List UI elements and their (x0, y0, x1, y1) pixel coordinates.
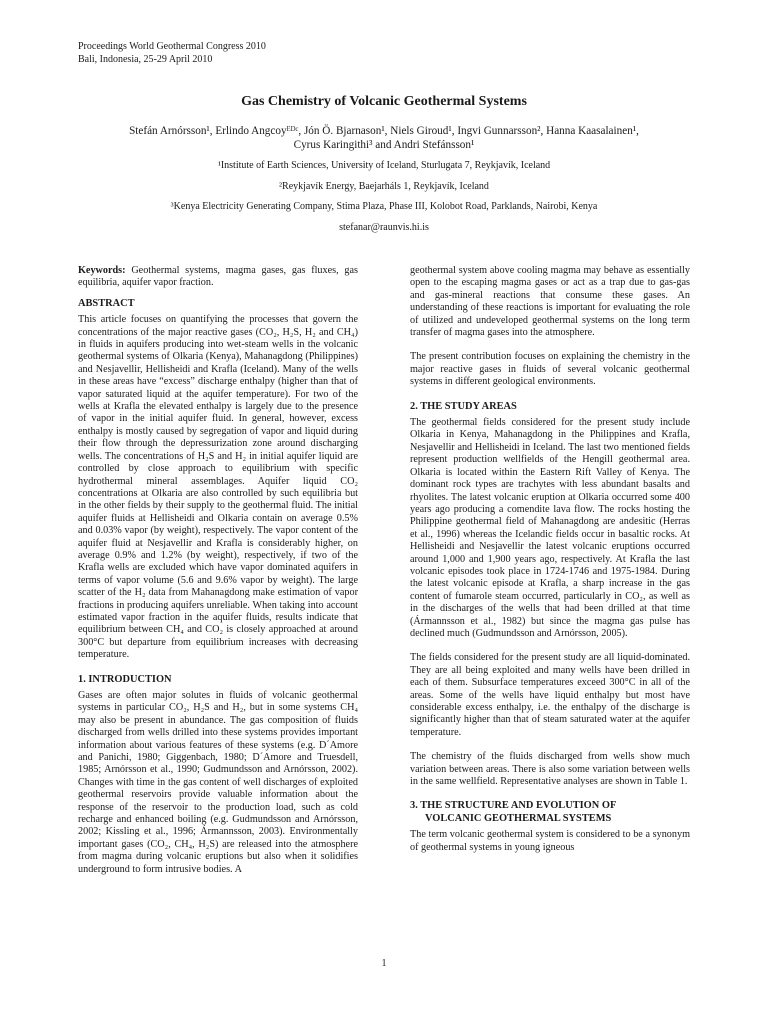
fields-paragraph: The fields considered for the present study are all liquid-dominated. They are all being exploited and many wells have been drilled in each of them. Subsurface temperatures exceed 300°C in all of the areas. Some of the wells have liquid enthalpy but most have considerable excess enthalpy, i.e. the enthalpy of the discharge is significantly higher than that of steam saturated water at the aquifer temperature. (410, 652, 690, 738)
structure-heading-line-1: 3. THE STRUCTURE AND EVOLUTION OF (410, 800, 617, 812)
study-areas-paragraph: The geothermal fields considered for the present study include Olkaria in Kenya, Mahanagdong in the Philippines and Krafla, Nesjavellir and Hellisheidi in Iceland. The last two mentioned fields represent production wellfields of the Hengill geothermal area. Olkaria is located within the Eastern Rift Valley of Kenya. The dominant rock types are trachytes with less abundant basalts and rhyolites. The latest volcanic eruption at Olkaria occurred some 400 years ago producing a comendite lava flow. The rocks hosting the Philippine geothermal field of Mahanagdong are andesitic (Herras et al., 1996) whereas the Icelandic fields occur in basaltic rocks. At Hellisheidi and Nesjavellir the latest volcanic eruptions occurred around 1,000 and 1,900 years ago, respectively. At Krafla the last volcanic episodes took place in 1724-1746 and 1975-1984. During the latest volcanic episode at Krafla, a sharp increase in the gas content of fumarole steam occurred, particularly in CO₂, as well as in the discharges of the wells that had been drilled at that time (Ármannsson et al., 1982) but since the magma gas pulse has declined much (Gudmundsson and Arnórsson, 2005). (410, 417, 690, 639)
structure-heading-line-2: VOLCANIC GEOTHERMAL SYSTEMS (425, 812, 612, 824)
introduction-text: Gases are often major solutes in fluids of volcanic geothermal systems in particular CO₂, H₂S and H₂, but in some systems CH₄ may also be present in abundance. The gas composition of fluids discharged from wells drilled into these systems provides important information about various features of these systems (e.g. D´Amore and Panichi, 1980; Giggenbach, 1980; D´Amore and Truesdell, 1985; Arnórsson et al., 1990; Gudmundsson and Arnórsson, 2002). Changes with time in the gas content of well discharges of exploited geothermal reservoirs provide valuable information about the response of the reservoir to the production load, such as cold recharge and enhanced boiling (e.g. Gudmundsson and Arnórsson, 2002; Kissling et al., 1996; Ármannsson, 2003). Environmentally important gases (CO₂, CH₄, H₂S) are released into the atmosphere from magma during volcanic eruptions but also when it solidifies underground to form intrusive bodies. A (78, 690, 358, 875)
left-column (78, 265, 358, 888)
proceedings-location-date: Bali, Indonesia, 25-29 April 2010 (78, 54, 213, 65)
affiliation-1: ¹Institute of Earth Sciences, University of Iceland, Sturlugata 7, Reykjavík, Iceland (217, 160, 551, 171)
structure-paragraph: The term volcanic geothermal system is considered to be a synonym of geothermal systems in young igneous (410, 829, 690, 853)
intro-continuation-paragraph: geothermal system above cooling magma may behave as essentially open to the escaping magma gases or act as a trap due to gas-gas and gas-mineral reactions that consume these gases. An understanding of these reactions is important for evaluating the role of utilized and undeveloped geothermal systems on the long term transfer of magma gases into the atmosphere. (410, 265, 690, 339)
page-number: 1 (381, 958, 387, 969)
introduction-heading: 1. INTRODUCTION (78, 673, 172, 685)
author-list (100, 124, 668, 152)
keywords-text: Geothermal systems, magma gases, gas fluxes, gas equilibria, aquifer vapor fraction. (78, 265, 358, 289)
contact-email[interactable]: stefanar@raunvis.hi.is (339, 222, 429, 233)
chemistry-paragraph: The chemistry of the fluids discharged from wells show much variation between areas. There is also some variation between wells in the same wellfield. Representative analyses are shown in Table 1. (410, 751, 690, 788)
proceedings-header (78, 40, 266, 66)
abstract-heading: ABSTRACT (78, 297, 135, 309)
author-line-1: Stefán Arnórsson¹, Erlindo Angcoyᴱᴰᶜ, Jón Ö. Bjarnason¹, Niels Giroud¹, Ingvi Gunnarsson², Hanna Kaasalainen¹, (129, 125, 639, 137)
abstract-text: This article focuses on quantifying the processes that govern the concentrations of the major reactive gases (CO₂, H₂S, H₂ and CH₄) in fluids in aquifers producing into wet-steam wells in the volcanic geothermal systems of Olkaria (Kenya), Mahanagdong (Philippines) and Nesjavellir, Hellisheidi and Krafla (Iceland). Many of the wells in these areas have “excess” discharge enthalpy (higher than that of vapor saturated liquid at the aquifer temperature). For two of the wells at Krafla the elevated enthalpy is largely due to the presence of vapor in the initial aquifer fluid. In general, however, excess enthalpy is mostly caused by segregation of vapor and liquid during their flow through the depressurization zone around discharging wells. The concentrations of H₂S and H₂ in initial aquifer liquid are controlled by close approach to equilibrium with specific hydrothermal mineral assemblages. Aquifer liquid CO₂ concentrations at Olkaria are also controlled by such equilibria but in the other fields by their supply to the geothermal fluid. The initial aquifer fluids at Hellisheidi and Olkaria contain on average 0.5% and 0.03% vapor (by weight), respectively. The vapor content of the aquifer fluid at Nesjavellir and Krafla is considerably higher, on average 0.9% and 1.2% (by weight), respectively, if two of the Krafla wells are excluded which have vapor dominated aquifers in terms of vapor volume (5.6 and 9.6% vapor by weight). The large scatter of the H₂ data from Mahanagdong make estimation of vapor fractions in producing aquifers unreliable. When taking into account estimated vapor fraction in the aquifer fluids, results indicate that equilibrium between CH₄ and CO₂ is closely approached at around 300°C but departure from equilibrium increases with decreasing temperature. (78, 314, 358, 661)
study-areas-heading: 2. THE STUDY AREAS (410, 400, 517, 412)
contribution-paragraph: The present contribution focuses on explaining the chemistry in the major reactive gases in fluids of several volcanic geothermal systems in different geological environments. (410, 351, 690, 388)
affiliation-3: ³Kenya Electricity Generating Company, Stima Plaza, Phase III, Kolobot Road, Parklands, Nairobi, Kenya (170, 201, 598, 212)
keywords-paragraph (78, 265, 358, 290)
author-line-2: Cyrus Karingithi³ and Andri Stefánsson¹ (293, 139, 475, 151)
affiliation-2: ²Reykjavík Energy, Baejarháls 1, Reykjavík, Iceland (279, 181, 489, 192)
right-column (410, 265, 690, 866)
paper-title: Gas Chemistry of Volcanic Geothermal Systems (241, 94, 527, 109)
proceedings-name: Proceedings World Geothermal Congress 2010 (78, 41, 266, 52)
keywords-label: Keywords: (78, 265, 126, 276)
